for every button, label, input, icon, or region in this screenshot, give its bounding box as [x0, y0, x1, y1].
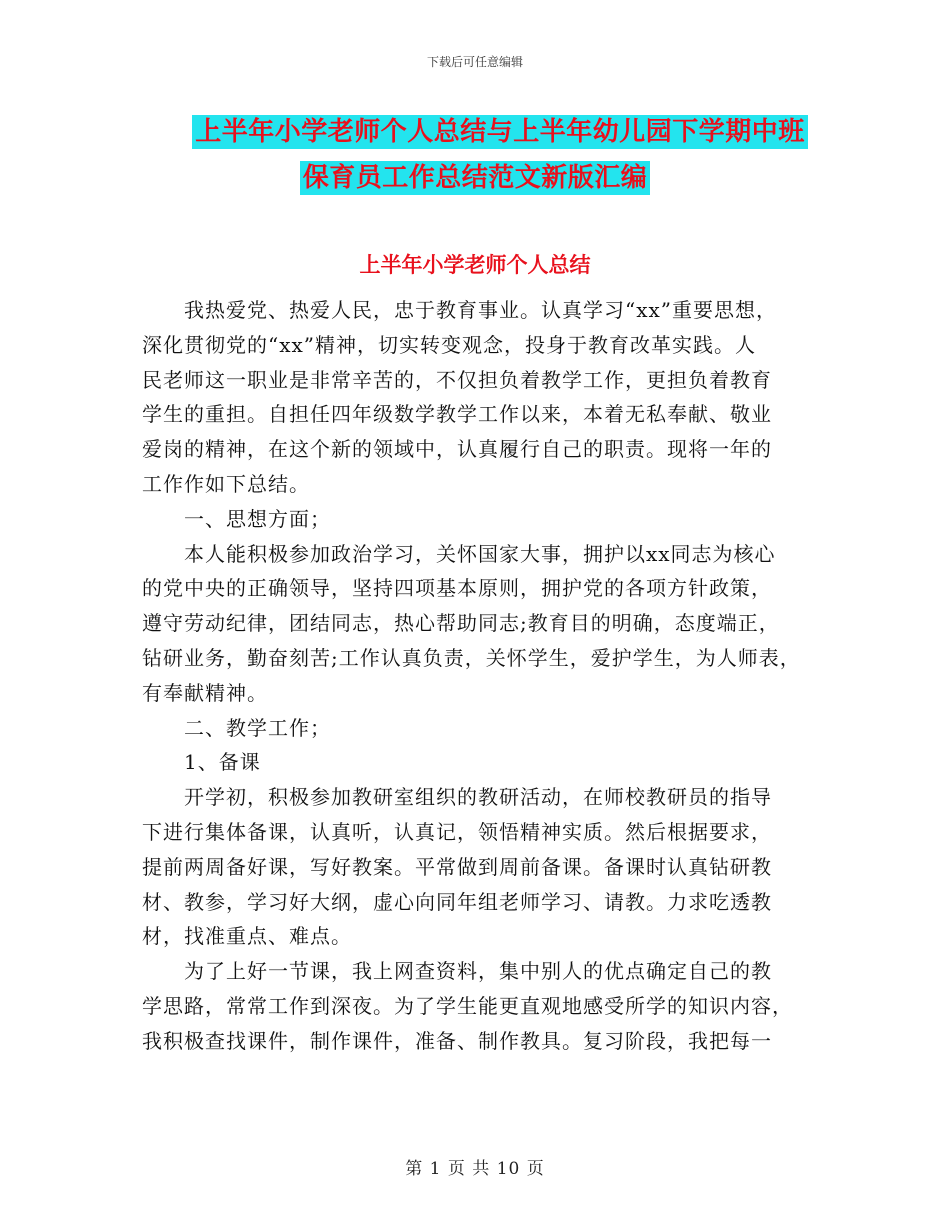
document-title-line-1 — [0, 111, 950, 148]
body-line: 爱岗的精神，在这个新的领域中，认真履行自己的职责。现将一年的 — [142, 437, 772, 462]
body-line: 工作作如下总结。 — [142, 471, 310, 496]
body-line: 下进行集体备课，认真听，认真记，领悟精神实质。然后根据要求， — [142, 819, 772, 844]
body-line: 材，找准重点、难点。 — [142, 924, 352, 949]
body-line: 开学初，积极参加教研室组织的教研活动，在师校教研员的指导 — [142, 785, 772, 810]
body-line: 提前两周备好课，写好教案。平常做到周前备课。备课时认真钻研教 — [142, 854, 772, 879]
document-title-line-2 — [0, 157, 950, 194]
body-line: 学思路，常常工作到深夜。为了学生能更直观地感受所学的知识内容， — [142, 993, 793, 1018]
body-line: 学生的重担。自担任四年级数学教学工作以来，本着无私奉献、敬业 — [142, 402, 772, 427]
document-title-text-1: 上半年小学老师个人总结与上半年幼儿园下学期中班 — [192, 115, 808, 149]
document-title-text-2: 保育员工作总结范文新版汇编 — [300, 161, 651, 195]
body-text — [142, 293, 812, 1059]
body-line: 民老师这一职业是非常辛苦的，不仅担负着教学工作，更担负着教育 — [142, 367, 772, 392]
body-line: 的党中央的正确领导，坚持四项基本原则，拥护党的各项方针政策， — [142, 576, 772, 601]
body-line: 钻研业务，勤奋刻苦;工作认真负责，关怀学生，爱护学生，为人师表， — [142, 645, 801, 670]
body-line: 一、思想方面； — [142, 506, 331, 531]
body-line: 材、教参，学习好大纲，虚心向同年组老师学习、请教。力求吃透教 — [142, 889, 772, 914]
page-footer: 第 1 页 共 10 页 — [405, 1159, 545, 1179]
body-line: 我积极查找课件，制作课件，准备、制作教具。复习阶段，我把每一 — [142, 1028, 772, 1053]
body-line: 遵守劳动纪律，团结同志，热心帮助同志;教育目的明确，态度端正， — [142, 611, 780, 636]
body-line: 1、备课 — [142, 750, 261, 775]
section-title: 上半年小学老师个人总结 — [359, 253, 591, 277]
body-line: 有奉献精神。 — [142, 680, 268, 705]
body-line: 二、教学工作； — [142, 715, 331, 740]
body-line: 本人能积极参加政治学习，关怀国家大事，拥护以xx同志为核心 — [142, 541, 776, 566]
body-line: 深化贯彻党的“xx”精神，切实转变观念，投身于教育改革实践。人 — [142, 332, 757, 357]
header-note: 下载后可任意编辑 — [426, 55, 523, 69]
body-line: 我热爱党、热爱人民，忠于教育事业。认真学习“xx”重要思想， — [142, 298, 778, 322]
body-line: 为了上好一节课，我上网查资料，集中别人的优点确定自己的教 — [142, 959, 772, 984]
